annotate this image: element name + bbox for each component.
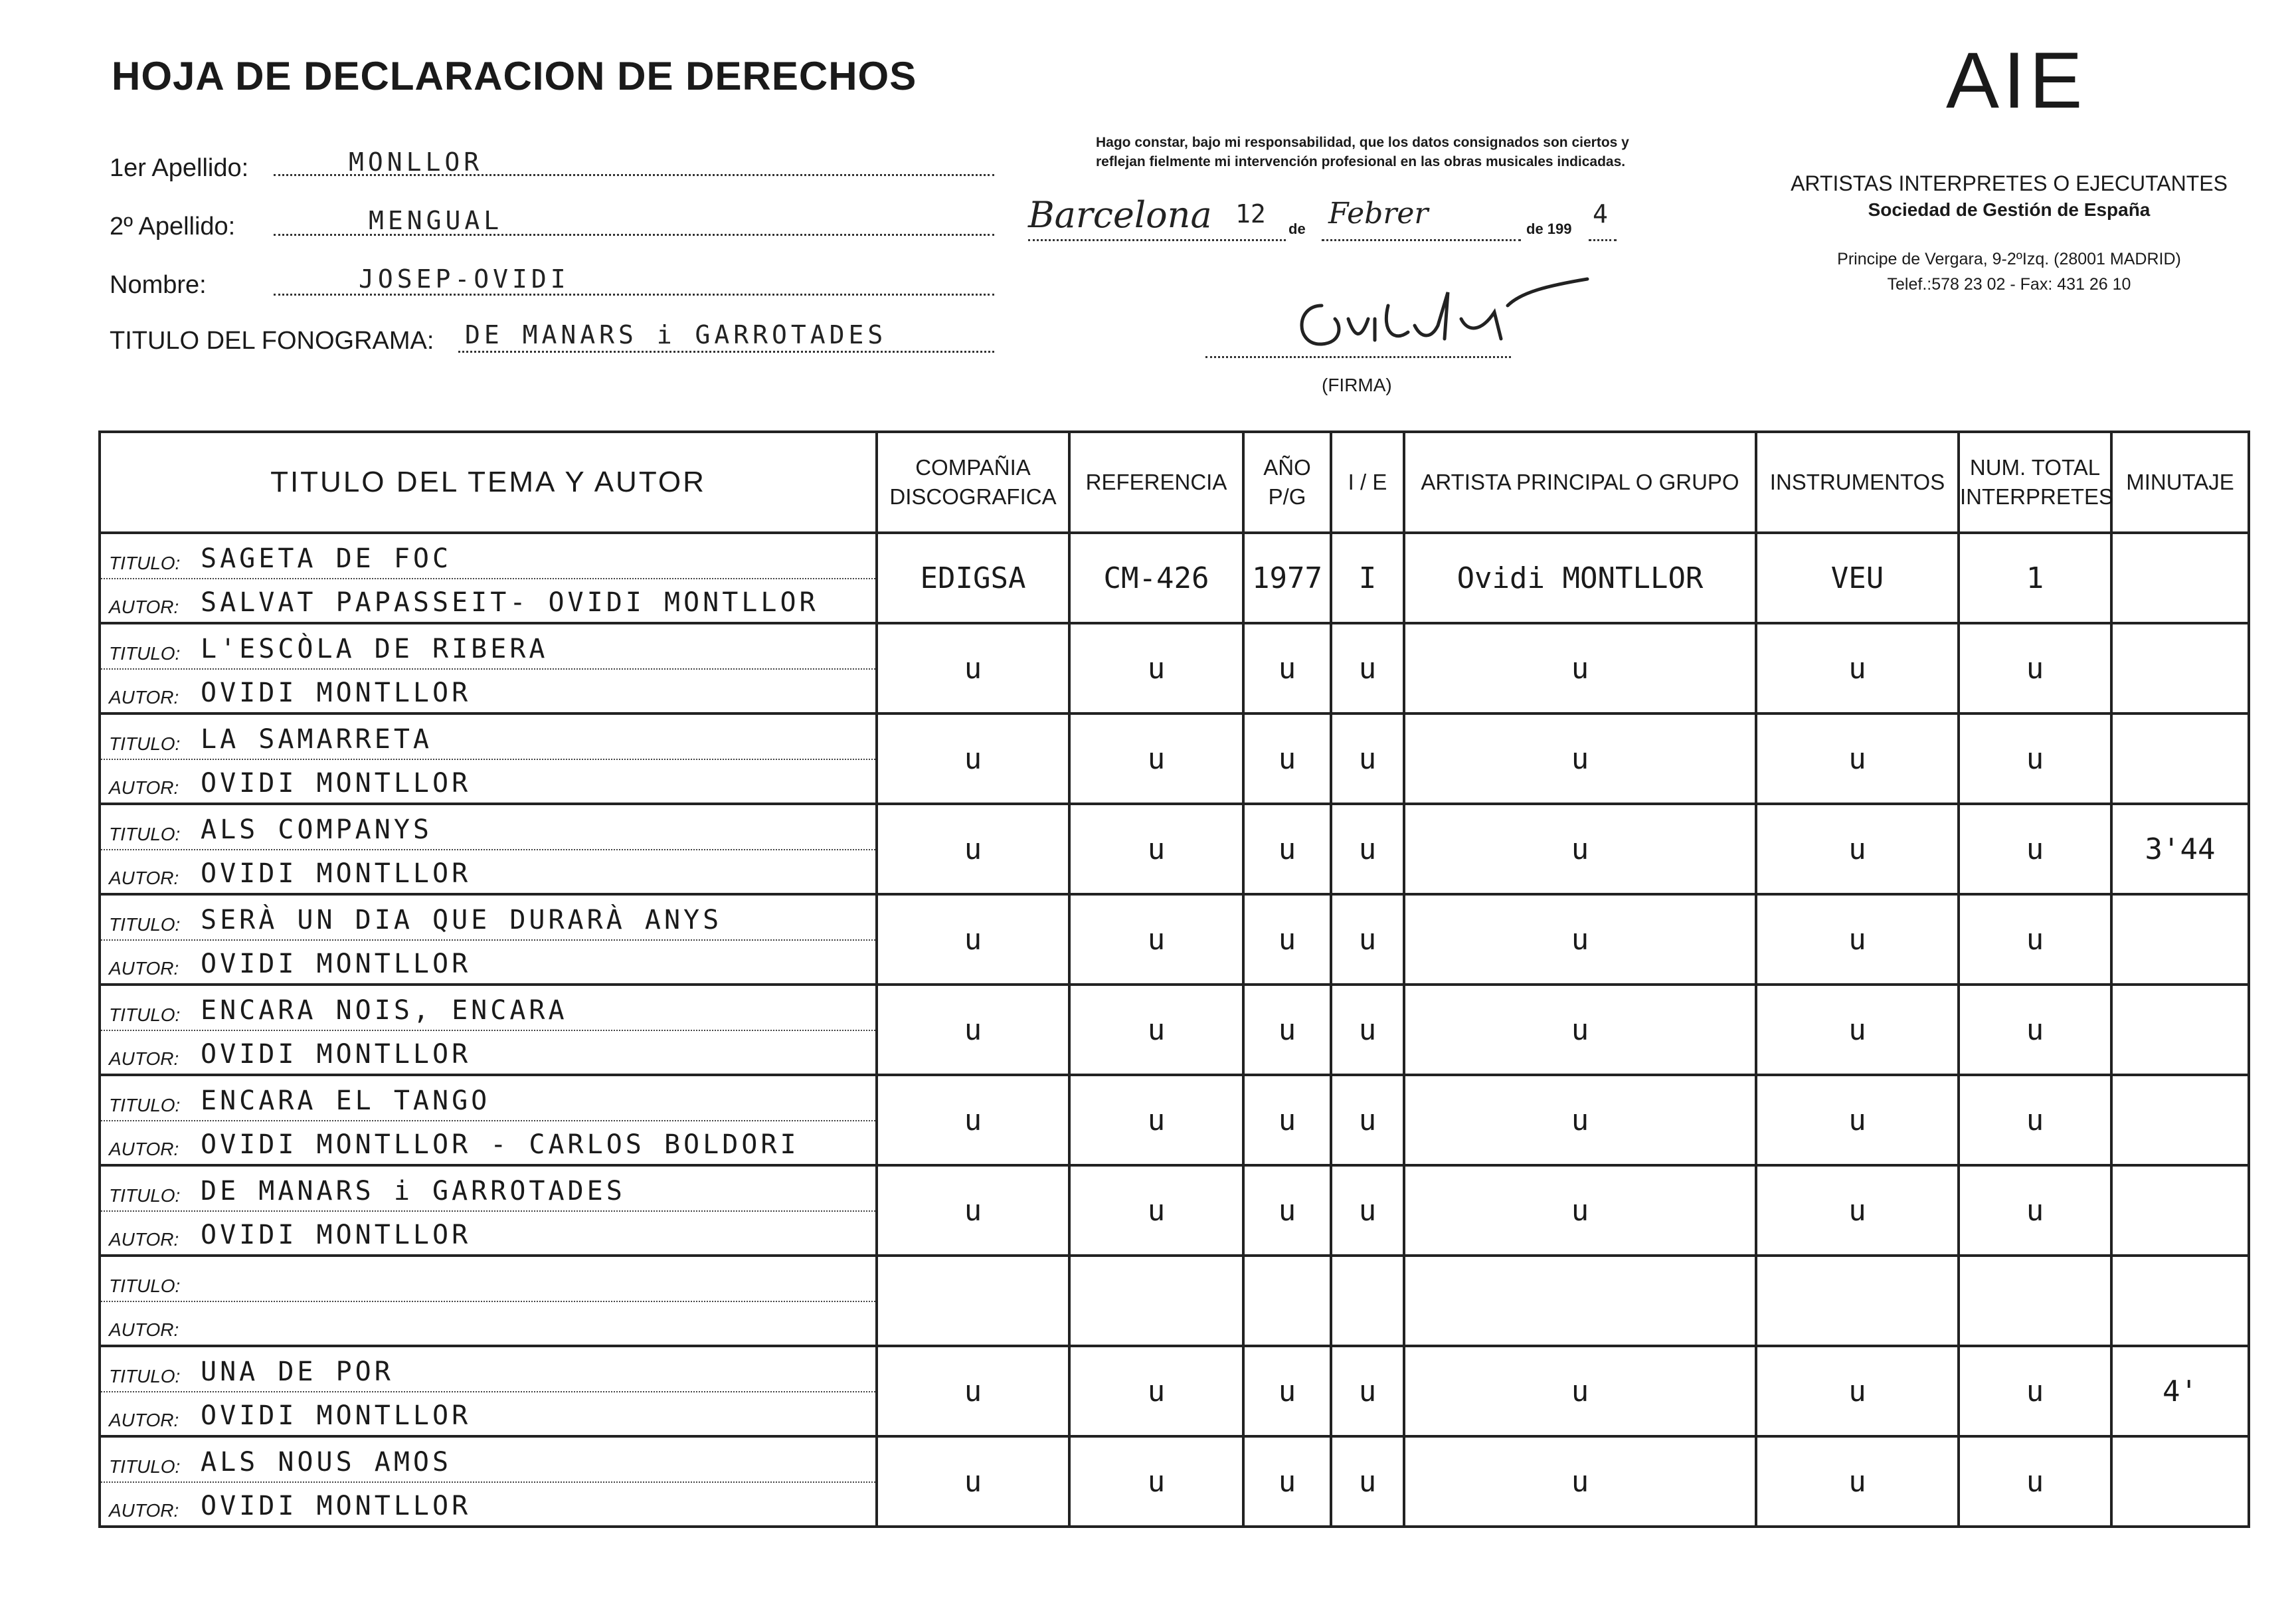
cell-instrumentos[interactable]: u: [1756, 1436, 1959, 1527]
song-title[interactable]: ALS COMPANYS: [201, 814, 432, 845]
title-label: TITULO:: [109, 1456, 181, 1477]
cell-minutaje[interactable]: [2111, 623, 2249, 713]
title-line: [101, 1347, 875, 1392]
author-label: AUTOR:: [109, 1319, 179, 1340]
phonogram-title-value[interactable]: DE MANARS i GARROTADES: [465, 320, 887, 349]
author-line: [101, 1120, 875, 1164]
title-author-cell: [100, 623, 877, 713]
cell-ie[interactable]: [1331, 1256, 1404, 1346]
year-prefix: de 199: [1526, 221, 1572, 237]
title-author-cell: [100, 713, 877, 804]
cell-ie[interactable]: u: [1331, 1075, 1404, 1165]
title-author-cell: [100, 1075, 877, 1165]
cell-num[interactable]: u: [1959, 1346, 2111, 1436]
cell-compania[interactable]: u: [877, 623, 1069, 713]
first-surname-label: 1er Apellido:: [110, 154, 249, 182]
cell-minutaje[interactable]: [2111, 1436, 2249, 1527]
place-line: [1028, 239, 1286, 241]
cell-num[interactable]: [1959, 1256, 2111, 1346]
title-author-cell: [100, 1256, 877, 1346]
author-label: AUTOR:: [109, 1410, 179, 1430]
table-row: [100, 1075, 2249, 1165]
cell-instrumentos[interactable]: u: [1756, 1165, 1959, 1256]
cell-ie[interactable]: u: [1331, 713, 1404, 804]
col-header-reference: REFERENCIA: [1069, 432, 1243, 533]
table-row: [100, 713, 2249, 804]
cell-artista[interactable]: u: [1404, 1346, 1756, 1436]
phonogram-title-line: [458, 351, 994, 353]
song-title[interactable]: ALS NOUS AMOS: [201, 1447, 452, 1477]
cell-minutaje[interactable]: [2111, 533, 2249, 623]
de-label: de: [1288, 221, 1306, 237]
cell-ano[interactable]: u: [1243, 1075, 1331, 1165]
song-author[interactable]: OVIDI MONTLLOR: [201, 1491, 472, 1521]
song-author[interactable]: OVIDI MONTLLOR: [201, 1220, 472, 1250]
cell-ie[interactable]: u: [1331, 1346, 1404, 1436]
cell-artista[interactable]: u: [1404, 1165, 1756, 1256]
cell-instrumentos[interactable]: [1756, 1256, 1959, 1346]
cell-ano[interactable]: u: [1243, 985, 1331, 1075]
cell-compania[interactable]: u: [877, 713, 1069, 804]
cell-ano[interactable]: 1977: [1243, 533, 1331, 623]
cell-compania[interactable]: [877, 1256, 1069, 1346]
cell-instrumentos[interactable]: u: [1756, 894, 1959, 985]
cell-ano[interactable]: [1243, 1256, 1331, 1346]
title-label: TITULO:: [109, 824, 181, 844]
cell-referencia[interactable]: u: [1069, 623, 1243, 713]
title-author-cell: [100, 533, 877, 623]
author-label: AUTOR:: [109, 597, 179, 617]
signature-label: (FIRMA): [1322, 375, 1392, 395]
org-subtitle: Sociedad de Gestión de España: [1868, 199, 2151, 220]
org-address: Principe de Vergara, 9-2ºIzq. (28001 MADRID): [1837, 250, 2181, 268]
cell-referencia[interactable]: [1069, 1256, 1243, 1346]
cell-minutaje[interactable]: [2111, 1075, 2249, 1165]
title-label: TITULO:: [109, 1366, 181, 1386]
title-label: TITULO:: [109, 733, 181, 754]
author-label: AUTOR:: [109, 868, 179, 888]
declaration-day[interactable]: 12: [1235, 199, 1266, 229]
cell-artista[interactable]: u: [1404, 985, 1756, 1075]
col-header-ie: I / E: [1331, 432, 1404, 533]
cell-instrumentos[interactable]: u: [1756, 804, 1959, 894]
signature-icon: [1282, 266, 1601, 359]
cell-ano[interactable]: u: [1243, 713, 1331, 804]
month-line: [1322, 239, 1521, 241]
title-author-cell: [100, 804, 877, 894]
author-line: [101, 939, 875, 983]
title-author-cell: [100, 985, 877, 1075]
cell-compania[interactable]: u: [877, 804, 1069, 894]
cell-num[interactable]: u: [1959, 1165, 2111, 1256]
col-header-num-interpreters: NUM. TOTAL INTERPRETES: [1959, 432, 2111, 533]
cell-num[interactable]: u: [1959, 985, 2111, 1075]
song-author[interactable]: OVIDI MONTLLOR: [201, 1400, 472, 1431]
cell-minutaje[interactable]: [2111, 1256, 2249, 1346]
title-label: TITULO:: [109, 643, 181, 664]
name-label: Nombre:: [110, 271, 207, 299]
second-surname-label: 2º Apellido:: [110, 213, 236, 240]
song-title[interactable]: L'ESCÒLA DE RIBERA: [201, 634, 549, 664]
author-label: AUTOR:: [109, 1048, 179, 1069]
cell-compania[interactable]: u: [877, 1075, 1069, 1165]
declaration-year-digit[interactable]: 4: [1593, 199, 1608, 229]
title-label: TITULO:: [109, 553, 181, 573]
cell-num[interactable]: u: [1959, 1075, 2111, 1165]
cell-instrumentos[interactable]: u: [1756, 1346, 1959, 1436]
title-line: [101, 1076, 875, 1121]
cell-num[interactable]: u: [1959, 623, 2111, 713]
author-line: [101, 1030, 875, 1074]
cell-num[interactable]: u: [1959, 894, 2111, 985]
cell-artista[interactable]: u: [1404, 894, 1756, 985]
cell-instrumentos[interactable]: u: [1756, 713, 1959, 804]
table-row: [100, 804, 2249, 894]
title-line: [101, 805, 875, 850]
cell-num[interactable]: 1: [1959, 533, 2111, 623]
col-header-year: AÑO P/G: [1243, 432, 1331, 533]
cell-ano[interactable]: u: [1243, 804, 1331, 894]
author-line: [101, 1391, 875, 1435]
col-header-duration: MINUTAJE: [2111, 432, 2249, 533]
col-header-instruments: INSTRUMENTOS: [1756, 432, 1959, 533]
author-line: [101, 759, 875, 803]
title-line: [101, 534, 875, 579]
first-surname-value[interactable]: MONLLOR: [349, 147, 484, 177]
declaration-text: Hago constar, bajo mi responsabilidad, que los datos consignados son ciertos y reflejan fielmente mi intervención profesional en las obras musicales indicadas.: [1096, 135, 1629, 169]
rights-table: [98, 430, 2250, 1528]
title-label: TITULO:: [109, 1095, 181, 1115]
author-line: [101, 1301, 875, 1345]
song-author[interactable]: OVIDI MONTLLOR: [201, 678, 472, 708]
author-line: [101, 1481, 875, 1525]
song-author[interactable]: OVIDI MONTLLOR: [201, 768, 472, 799]
cell-referencia[interactable]: u: [1069, 713, 1243, 804]
title-line: [101, 986, 875, 1031]
author-label: AUTOR:: [109, 958, 179, 979]
cell-artista[interactable]: u: [1404, 623, 1756, 713]
author-label: AUTOR:: [109, 687, 179, 708]
title-author-cell: [100, 1165, 877, 1256]
name-value[interactable]: JOSEP-OVIDI: [359, 264, 570, 294]
cell-instrumentos[interactable]: VEU: [1756, 533, 1959, 623]
title-line: [101, 1167, 875, 1212]
title-label: TITULO:: [109, 1004, 181, 1025]
song-title[interactable]: SERÀ UN DIA QUE DURARÀ ANYS: [201, 905, 723, 935]
aie-logo: AIE: [1946, 36, 2087, 125]
table-row: [100, 1256, 2249, 1346]
cell-compania[interactable]: u: [877, 985, 1069, 1075]
song-title[interactable]: ENCARA EL TANGO: [201, 1086, 491, 1116]
title-label: TITULO:: [109, 914, 181, 935]
song-author[interactable]: OVIDI MONTLLOR: [201, 858, 472, 889]
name-line: [274, 294, 994, 296]
title-line: [101, 1257, 875, 1302]
cell-num[interactable]: u: [1959, 1436, 2111, 1527]
author-line: [101, 578, 875, 622]
signature-line: [1205, 356, 1511, 358]
cell-num[interactable]: u: [1959, 713, 2111, 804]
cell-referencia[interactable]: u: [1069, 1346, 1243, 1436]
cell-artista[interactable]: Ovidi MONTLLOR: [1404, 533, 1756, 623]
song-title[interactable]: LA SAMARRETA: [201, 724, 432, 755]
author-line: [101, 668, 875, 712]
cell-artista[interactable]: u: [1404, 1075, 1756, 1165]
cell-ie[interactable]: u: [1331, 985, 1404, 1075]
cell-minutaje[interactable]: [2111, 985, 2249, 1075]
cell-ano[interactable]: u: [1243, 894, 1331, 985]
song-title[interactable]: DE MANARS i GARROTADES: [201, 1176, 626, 1206]
title-author-cell: [100, 1436, 877, 1527]
title-author-cell: [100, 894, 877, 985]
cell-ie[interactable]: u: [1331, 1436, 1404, 1527]
song-author[interactable]: OVIDI MONTLLOR: [201, 1039, 472, 1070]
author-label: AUTOR:: [109, 1229, 179, 1250]
author-label: AUTOR:: [109, 1500, 179, 1521]
cell-ano[interactable]: u: [1243, 1436, 1331, 1527]
title-line: [101, 715, 875, 760]
table-row: [100, 1346, 2249, 1436]
cell-ie[interactable]: u: [1331, 1165, 1404, 1256]
second-surname-value[interactable]: MENGUAL: [369, 206, 503, 235]
song-author[interactable]: SALVAT PAPASSEIT- OVIDI MONTLLOR: [201, 587, 819, 618]
col-header-title-author: TITULO DEL TEMA Y AUTOR: [100, 432, 877, 533]
cell-referencia[interactable]: CM-426: [1069, 533, 1243, 623]
phonogram-title-label: TITULO DEL FONOGRAMA:: [110, 327, 434, 355]
declaration-month[interactable]: Febrer: [1328, 197, 1429, 231]
cell-referencia[interactable]: u: [1069, 1075, 1243, 1165]
cell-compania[interactable]: EDIGSA: [877, 533, 1069, 623]
cell-referencia[interactable]: u: [1069, 804, 1243, 894]
cell-artista[interactable]: u: [1404, 713, 1756, 804]
col-header-company: COMPAÑIA DISCOGRAFICA: [877, 432, 1069, 533]
author-label: AUTOR:: [109, 777, 179, 798]
cell-instrumentos[interactable]: u: [1756, 985, 1959, 1075]
cell-referencia[interactable]: u: [1069, 985, 1243, 1075]
cell-artista[interactable]: [1404, 1256, 1756, 1346]
song-author[interactable]: OVIDI MONTLLOR - CARLOS BOLDORI: [201, 1129, 800, 1160]
author-line: [101, 1210, 875, 1254]
table-row: [100, 623, 2249, 713]
song-author[interactable]: OVIDI MONTLLOR: [201, 949, 472, 979]
org-name: ARTISTAS INTERPRETES O EJECUTANTES: [1791, 171, 2228, 195]
cell-ano[interactable]: u: [1243, 623, 1331, 713]
cell-ano[interactable]: u: [1243, 1165, 1331, 1256]
cell-ie[interactable]: I: [1331, 533, 1404, 623]
cell-minutaje[interactable]: [2111, 713, 2249, 804]
cell-ano[interactable]: u: [1243, 1346, 1331, 1436]
cell-instrumentos[interactable]: u: [1756, 623, 1959, 713]
cell-referencia[interactable]: u: [1069, 894, 1243, 985]
cell-ie[interactable]: u: [1331, 804, 1404, 894]
title-author-cell: [100, 1346, 877, 1436]
song-title[interactable]: UNA DE POR: [201, 1357, 394, 1387]
table-row: [100, 894, 2249, 985]
cell-compania[interactable]: u: [877, 1436, 1069, 1527]
song-title[interactable]: ENCARA NOIS, ENCARA: [201, 995, 568, 1026]
title-line: [101, 1438, 875, 1483]
table-row: [100, 1165, 2249, 1256]
table-row: [100, 985, 2249, 1075]
declaration-place[interactable]: Barcelona: [1028, 194, 1212, 236]
table-row: [100, 1436, 2249, 1527]
cell-artista[interactable]: u: [1404, 1436, 1756, 1527]
org-phone: Telef.:578 23 02 - Fax: 431 26 10: [1887, 275, 2131, 294]
author-line: [101, 849, 875, 893]
cell-referencia[interactable]: u: [1069, 1165, 1243, 1256]
title-line: [101, 896, 875, 941]
year-line: [1589, 239, 1617, 241]
table-header-row: [100, 432, 2249, 533]
title-label: TITULO:: [109, 1276, 181, 1296]
cell-minutaje[interactable]: 3'44: [2111, 804, 2249, 894]
table-row: [100, 533, 2249, 623]
form-title: HOJA DE DECLARACION DE DERECHOS: [112, 54, 917, 98]
title-label: TITULO:: [109, 1185, 181, 1206]
cell-referencia[interactable]: u: [1069, 1436, 1243, 1527]
cell-ie[interactable]: u: [1331, 623, 1404, 713]
cell-ie[interactable]: u: [1331, 894, 1404, 985]
cell-minutaje[interactable]: [2111, 1165, 2249, 1256]
song-title[interactable]: SAGETA DE FOC: [201, 543, 452, 574]
cell-num[interactable]: u: [1959, 804, 2111, 894]
author-label: AUTOR:: [109, 1139, 179, 1159]
cell-compania[interactable]: u: [877, 1165, 1069, 1256]
cell-minutaje[interactable]: [2111, 894, 2249, 985]
cell-compania[interactable]: u: [877, 894, 1069, 985]
cell-compania[interactable]: u: [877, 1346, 1069, 1436]
cell-minutaje[interactable]: 4': [2111, 1346, 2249, 1436]
cell-artista[interactable]: u: [1404, 804, 1756, 894]
cell-instrumentos[interactable]: u: [1756, 1075, 1959, 1165]
title-line: [101, 624, 875, 670]
col-header-artist: ARTISTA PRINCIPAL O GRUPO: [1404, 432, 1756, 533]
